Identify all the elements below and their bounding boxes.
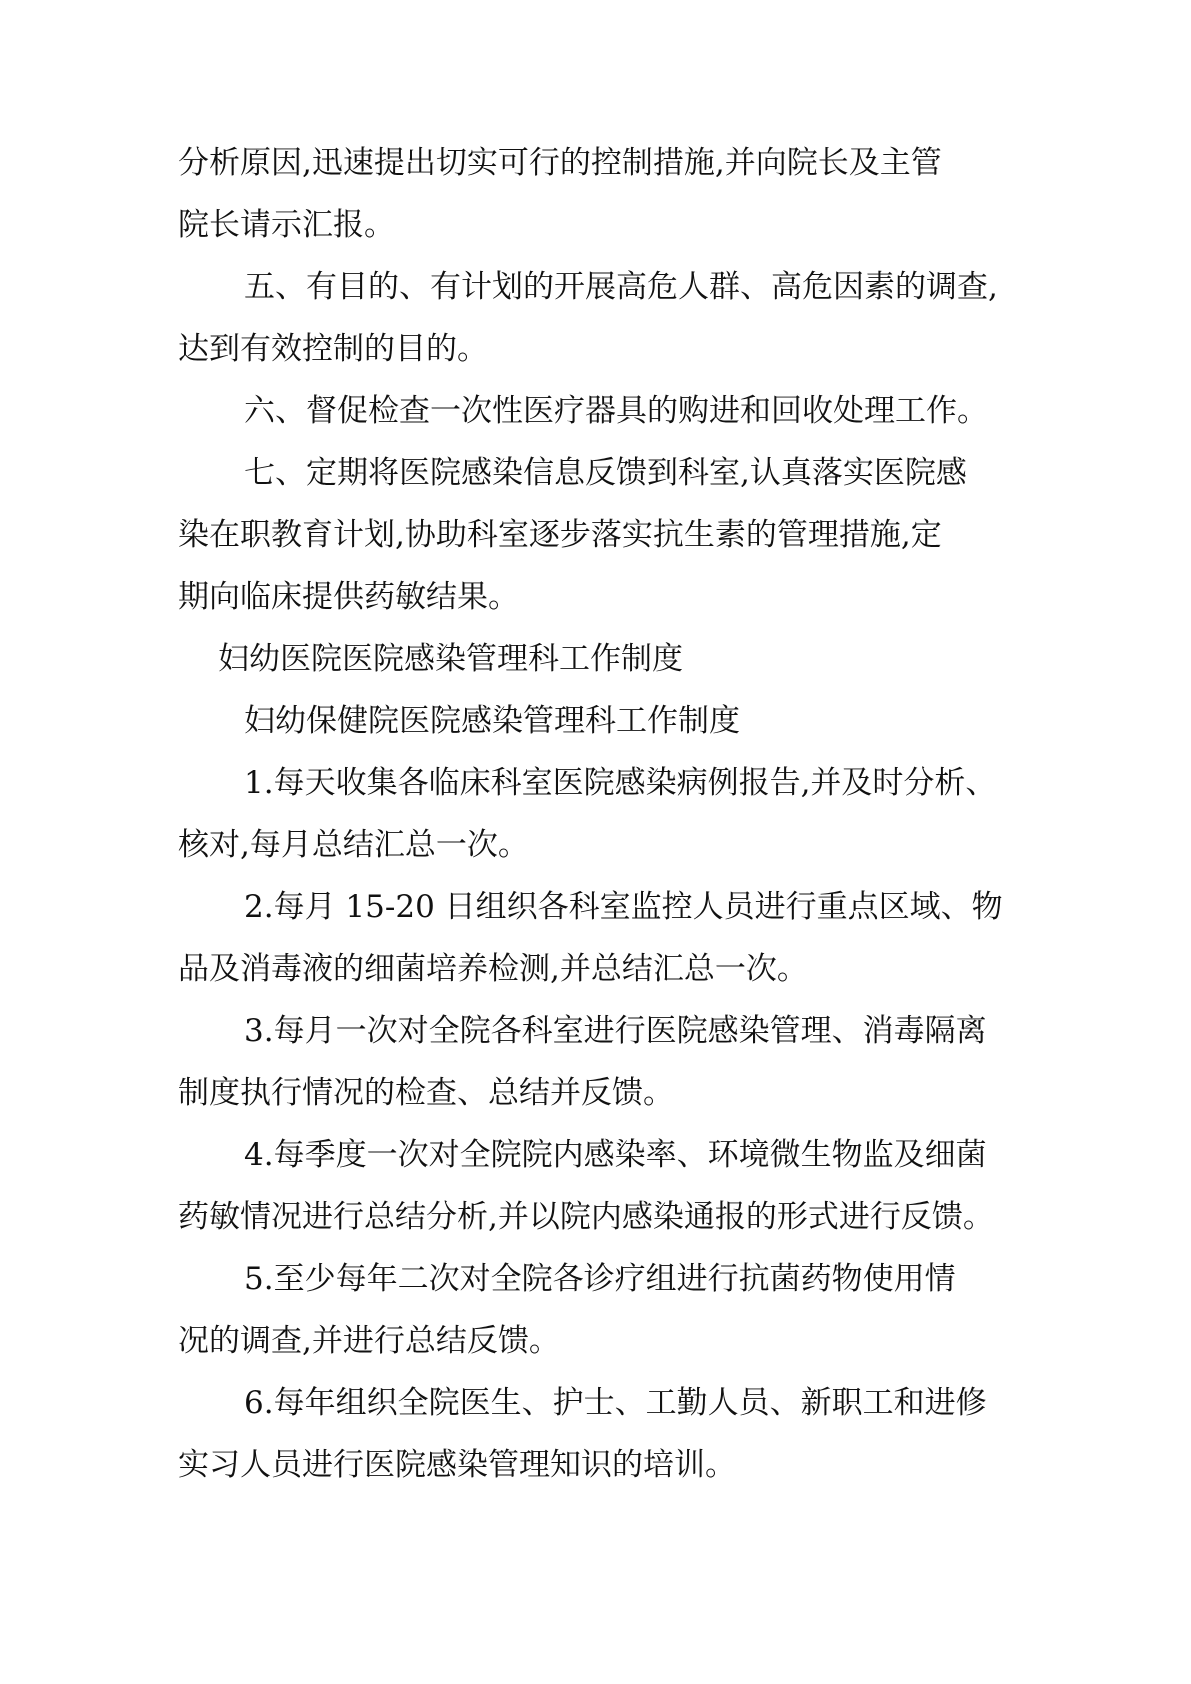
text-line: 院长请示汇报。: [178, 207, 395, 243]
text-line: 6.每年组织全院医生、护士、工勤人员、新职工和进修: [244, 1385, 987, 1421]
text-line: 达到有效控制的目的。: [178, 331, 488, 367]
text-line: 况的调查,并进行总结反馈。: [178, 1323, 560, 1359]
text-line: 五、有目的、有计划的开展高危人群、高危因素的调查,: [244, 269, 998, 305]
section-heading: 妇幼医院医院感染管理科工作制度: [218, 641, 683, 677]
text-line: 染在职教育计划,协助科室逐步落实抗生素的管理措施,定: [178, 517, 942, 553]
text-line: 4.每季度一次对全院院内感染率、环境微生物监及细菌: [244, 1137, 987, 1173]
text-line: 六、督促检查一次性医疗器具的购进和回收处理工作。: [244, 393, 988, 429]
text-line: 2.每月 15-20 日组织各科室监控人员进行重点区域、物: [244, 889, 1003, 925]
text-line: 品及消毒液的细菌培养检测,并总结汇总一次。: [178, 951, 808, 987]
text-line: 3.每月一次对全院各科室进行医院感染管理、消毒隔离: [244, 1013, 987, 1049]
section-subheading: 妇幼保健院医院感染管理科工作制度: [244, 703, 740, 739]
text-line: 实习人员进行医院感染管理知识的培训。: [178, 1447, 736, 1483]
text-line: 分析原因,迅速提出切实可行的控制措施,并向院长及主管: [178, 145, 942, 181]
text-line: 核对,每月总结汇总一次。: [178, 827, 529, 863]
text-line: 1.每天收集各临床科室医院感染病例报告,并及时分析、: [244, 765, 997, 801]
text-line: 制度执行情况的检查、总结并反馈。: [178, 1075, 674, 1111]
text-line: 药敏情况进行总结分析,并以院内感染通报的形式进行反馈。: [178, 1199, 994, 1235]
document-body: [178, 140, 1018, 1504]
text-line: 期向临床提供药敏结果。: [178, 579, 519, 615]
text-line: 5.至少每年二次对全院各诊疗组进行抗菌药物使用情: [244, 1261, 956, 1297]
text-line: 七、定期将医院感染信息反馈到科室,认真落实医院感: [244, 455, 967, 491]
